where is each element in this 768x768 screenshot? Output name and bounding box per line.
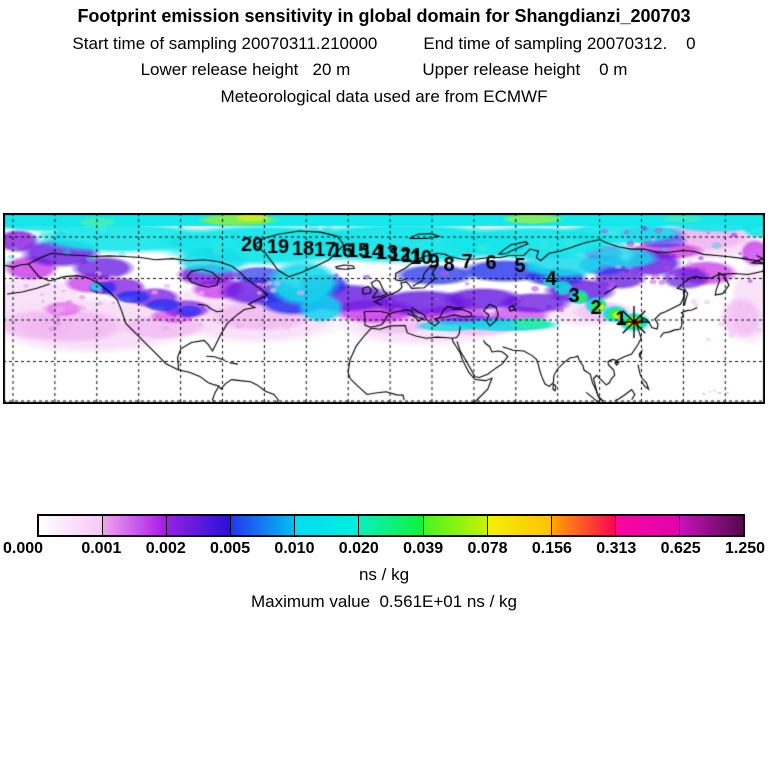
world-map-canvas bbox=[3, 213, 765, 404]
colorbar-tick-label: 1.250 bbox=[724, 540, 766, 557]
colorbar-segment-9 bbox=[615, 516, 679, 535]
colorbar-segment-5 bbox=[358, 516, 422, 535]
colorbar-tick-labels bbox=[2, 540, 766, 558]
colorbar-segment-2 bbox=[166, 516, 230, 535]
colorbar-segment-0 bbox=[39, 516, 102, 535]
colorbar-tick-label: 0.002 bbox=[145, 540, 186, 557]
max-value-label: Maximum value 0.561E+01 ns / kg bbox=[251, 592, 517, 611]
colorbar-segment-1 bbox=[102, 516, 166, 535]
colorbar-segment-8 bbox=[551, 516, 615, 535]
met-data-source-text: Meteorological data used are from ECMWF bbox=[220, 87, 548, 106]
colorbar-tick-label: 0.005 bbox=[210, 540, 251, 557]
colorbar-segment-10 bbox=[679, 516, 743, 535]
plot-title: Footprint emission sensitivity in global domain for Shangdianzi_200703 bbox=[77, 6, 691, 26]
colorbar-tick-label: 0.010 bbox=[274, 540, 315, 557]
end-time-text: End time of sampling 20070312. 0 bbox=[423, 34, 696, 53]
colorbar-units-label: ns / kg bbox=[358, 565, 410, 584]
upper-release-height-text: Upper release height 0 m bbox=[422, 60, 628, 79]
colorbar-tick-label: 0.039 bbox=[403, 540, 444, 557]
sampling-times-line bbox=[0, 34, 768, 54]
lower-release-height-text: Lower release height 20 m bbox=[140, 60, 351, 79]
colorbar-segment-7 bbox=[487, 516, 551, 535]
colorbar-tick-label: 0.313 bbox=[596, 540, 637, 557]
colorbar-tick-label: 0.625 bbox=[660, 540, 701, 557]
colorbar-tick-label: 0.156 bbox=[531, 540, 572, 557]
colorbar-tick-label: 0.078 bbox=[467, 540, 508, 557]
colorbar-tick-label: 0.001 bbox=[81, 540, 122, 557]
colorbar-segment-3 bbox=[230, 516, 294, 535]
start-time-text: Start time of sampling 20070311.210000 bbox=[72, 34, 378, 53]
colorbar bbox=[37, 514, 745, 537]
colorbar-tick-label: 0.000 bbox=[2, 540, 44, 557]
colorbar-segment-6 bbox=[423, 516, 487, 535]
release-heights-line bbox=[0, 60, 768, 80]
colorbar-tick-label: 0.020 bbox=[338, 540, 379, 557]
colorbar-segment-4 bbox=[294, 516, 358, 535]
